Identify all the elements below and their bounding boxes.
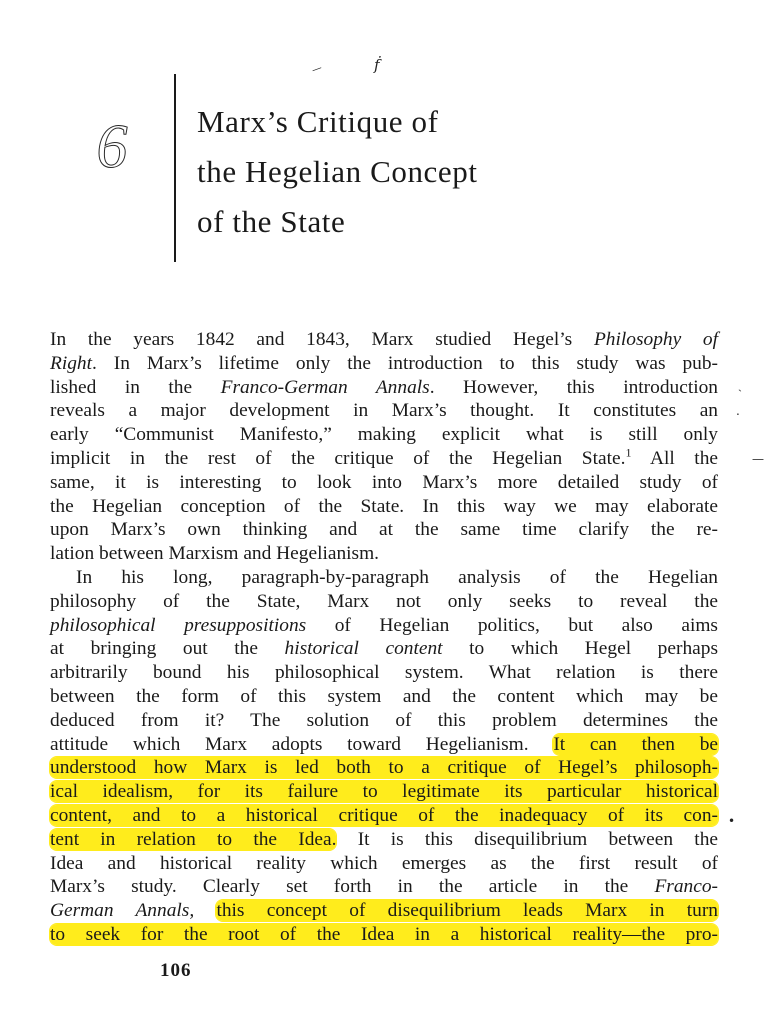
text-segment: philosophy of the State, Marx not only seeks to reveal the	[50, 590, 718, 612]
text-line	[50, 804, 718, 828]
highlighted-text: this concept of disequilibrium leads Marx in turn	[216, 900, 718, 922]
scan-mark: —	[752, 452, 764, 466]
text-segment: the Hegelian conception of the State. In this way we may elaborate	[50, 495, 718, 517]
text-segment: Philosophy of	[593, 329, 718, 350]
text-segment: It is this disequilibrium between the	[336, 828, 719, 850]
text-line	[50, 661, 718, 685]
chapter-title-line: Marx’s Critique of	[197, 104, 439, 139]
text-segment: historical content	[284, 638, 443, 660]
text-line	[50, 518, 718, 542]
text-segment: lished in the	[50, 376, 221, 398]
text-line	[50, 685, 718, 709]
text-line	[50, 923, 718, 947]
scan-mark: ˎ	[738, 378, 742, 392]
text-segment: deduced from it? The solution of this problem determines the	[50, 709, 718, 731]
text-line	[50, 495, 718, 519]
text-segment: to which Hegel perhaps	[442, 638, 718, 660]
text-line	[50, 328, 718, 352]
text-line	[50, 566, 718, 590]
text-line	[50, 447, 718, 471]
text-line	[50, 852, 718, 876]
highlighted-text: tent in relation to the Idea.	[50, 828, 337, 850]
text-line	[50, 709, 718, 733]
scan-mark: .	[736, 404, 740, 418]
text-line	[50, 471, 718, 495]
text-segment: German Annals,	[50, 900, 195, 922]
chapter-title-line: the Hegelian Concept	[197, 154, 478, 189]
text-line	[50, 423, 718, 447]
text-line	[50, 399, 718, 423]
text-segment: implicit in the rest of the critique of the Hegelian State.	[50, 447, 626, 469]
chapter-number: 6	[96, 113, 128, 181]
text-segment: same, it is interesting to look into Marx’s more detailed study of	[50, 471, 718, 493]
text-segment: attitude which Marx adopts toward Hegelianism.	[50, 733, 554, 755]
highlighted-text: It can then be	[553, 733, 718, 755]
highlighted-text: understood how Marx is led both to a critique of Hegel’s philosoph-	[50, 757, 718, 779]
body-text	[50, 328, 718, 947]
text-line	[50, 780, 718, 804]
text-segment: Franco-	[654, 876, 718, 898]
text-segment: between the form of this system and the content which may be	[50, 685, 718, 707]
text-line	[50, 637, 718, 661]
text-segment: lation between Marxism and Hegelianism.	[50, 543, 380, 565]
text-segment: reveals a major development in Marx’s thought. It constitutes an	[50, 400, 718, 422]
text-segment: In the years 1842 and 1843, Marx studied Hegel’s	[50, 329, 594, 350]
text-segment: at bringing out the	[50, 638, 285, 660]
text-line	[50, 376, 718, 400]
text-segment: arbitrarily bound his philosophical system. What relation is there	[50, 662, 718, 684]
text-segment: Marx’s study. Clearly set forth in the article in the	[50, 876, 655, 898]
highlighted-text: content, and to a historical critique of the inadequacy of its con-	[50, 804, 718, 826]
text-segment: Idea and historical reality which emerges as the first result of	[50, 852, 718, 874]
highlighted-text: to seek for the root of the Idea in a historical reality—the pro-	[50, 923, 718, 945]
text-segment: . However, this introduction	[429, 376, 718, 398]
text-segment: All the	[631, 447, 718, 469]
text-line	[50, 614, 718, 638]
text-segment: Right	[50, 352, 93, 374]
text-segment: Franco-German Annals	[220, 376, 430, 398]
scan-mark: —	[310, 62, 324, 77]
text-segment	[194, 900, 216, 921]
page-number: 106	[160, 960, 192, 981]
text-line	[50, 590, 718, 614]
text-segment: early “Communist Manifesto,” making explicit what is still only	[50, 424, 718, 446]
text-line	[50, 542, 718, 566]
chapter-title-line: of the State	[197, 204, 346, 239]
title-divider	[174, 74, 176, 262]
scan-mark: •	[728, 814, 736, 828]
text-line	[50, 828, 718, 852]
highlighted-text: ical idealism, for its failure to legitimate its particular historical	[50, 781, 718, 803]
text-segment: upon Marx’s own thinking and at the same time clarify the re-	[50, 519, 718, 541]
text-line	[50, 352, 718, 376]
text-segment: philosophical presuppositions	[50, 614, 307, 636]
text-line	[50, 733, 718, 757]
text-segment: . In Marx’s lifetime only the introduction to this study was pub-	[92, 352, 718, 374]
text-segment: of Hegelian politics, but also aims	[306, 614, 718, 636]
text-line	[50, 875, 718, 899]
text-line	[50, 756, 718, 780]
text-line	[50, 899, 718, 923]
scan-mark: ḟ	[374, 56, 380, 74]
footnote-marker: 1	[625, 445, 632, 460]
text-segment: In his long, paragraph-by-paragraph analysis of the Hegelian	[76, 566, 718, 588]
chapter-title	[197, 97, 617, 247]
